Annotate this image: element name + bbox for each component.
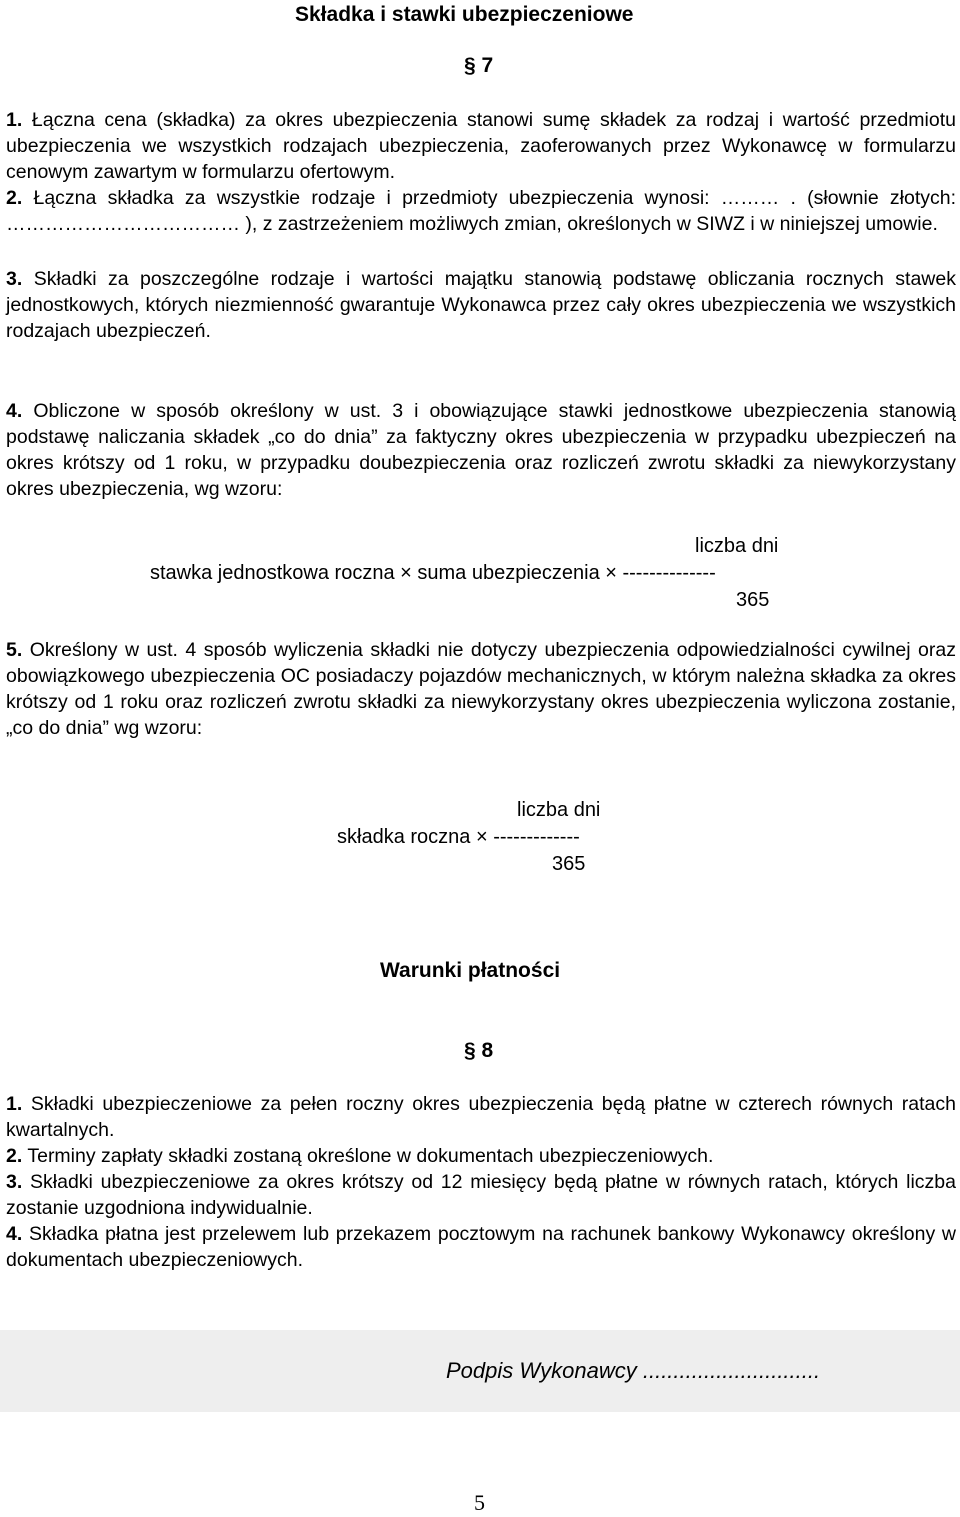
payment-paragraph-1 xyxy=(6,1091,956,1143)
paragraph-text: Składka płatna jest przelewem lub przekazem pocztowym na rachunek bankowy Wykonawcy określony w dokumentach ubezpieczeniowych. xyxy=(6,1223,956,1271)
paragraph-number: 1. xyxy=(6,109,23,131)
formula2-numerator: liczba dni xyxy=(517,799,601,821)
paragraph-text: Obliczone w sposób określony w ust. 3 i obowiązujące stawki jednostkowe ubezpieczenia stanowią podstawę naliczania składek „co do dnia” za faktyczny okres ubezpieczenia w przypadku ubezpieczeń na okres krótszy od 1 roku, w przypadku doubezpieczenia oraz rozliczeń zwrotu składki za niewykorzystany okres ubezpieczenia, wg wzoru: xyxy=(6,400,956,500)
paragraph-number: 4. xyxy=(6,1223,23,1245)
payment-paragraph-2 xyxy=(6,1143,956,1169)
paragraph-text: Składki ubezpieczeniowe za okres krótszy od 12 miesięcy będą płatne w równych ratach, których liczba zostanie uzgodniona indywidualnie. xyxy=(6,1171,956,1219)
paragraph-text: Składki za poszczególne rodzaje i wartości majątku stanowią podstawę obliczania rocznych stawek jednostkowych, których niezmienność gwarantuje Wykonawca przez cały okres ubezpieczenia we wszystkich rodzajach ubezpieczeń. xyxy=(6,268,956,342)
paragraph-3 xyxy=(6,266,956,344)
formula2-denominator: 365 xyxy=(552,853,586,875)
formula1-numerator: liczba dni xyxy=(695,535,779,557)
paragraph-text: Terminy zapłaty składki zostaną określone w dokumentach ubezpieczeniowych. xyxy=(27,1145,714,1167)
section-number-7: § 7 xyxy=(464,54,494,77)
paragraph-5 xyxy=(6,637,956,741)
paragraph-text: Łączna cena (składka) za okres ubezpieczenia stanowi sumę składek za rodzaj i wartość przedmiotu ubezpieczenia we wszystkich rodzajach ubezpieczenia, zaoferowanych przez Wykonawcę w formularzu cenowym zawartym w formularzu ofertowym. xyxy=(6,109,956,183)
signature-line: Podpis Wykonawcy ............................. xyxy=(446,1358,821,1383)
paragraph-text: Łączna składka za wszystkie rodzaje i przedmioty ubezpieczenia wynosi: ……… . (słownie złotych: ……………………………… ), z zastrzeżeniem możliwych zmian, określonych w SIWZ i w niniejszej umowie. xyxy=(6,187,956,235)
paragraph-number: 1. xyxy=(6,1093,23,1115)
page-number: 5 xyxy=(474,1490,485,1515)
paragraph-2 xyxy=(6,185,956,237)
paragraph-number: 3. xyxy=(6,268,23,290)
formula1-denominator: 365 xyxy=(736,589,770,611)
paragraph-text: Określony w ust. 4 sposób wyliczenia składki nie dotyczy ubezpieczenia odpowiedzialności cywilnej oraz obowiązkowego ubezpieczenia OC posiadaczy pojazdów mechanicznych, w którym należna składka za okres krótszy od 1 roku oraz rozliczeń zwrotu składki za niewykorzystany okres ubezpieczenia wyliczona zostanie, „co do dnia” wg wzoru: xyxy=(6,639,956,739)
payment-paragraph-4 xyxy=(6,1221,956,1273)
paragraph-number: 2. xyxy=(6,187,23,209)
paragraph-text: Składki ubezpieczeniowe za pełen roczny okres ubezpieczenia będą płatne w czterech równych ratach kwartalnych. xyxy=(6,1093,956,1141)
paragraph-number: 3. xyxy=(6,1171,23,1193)
paragraph-number: 2. xyxy=(6,1145,23,1167)
section-title-payment: Warunki płatności xyxy=(380,959,561,982)
payment-paragraph-3 xyxy=(6,1169,956,1221)
paragraph-number: 5. xyxy=(6,639,23,661)
formula2-main: składka roczna × ------------- xyxy=(337,826,580,848)
formula1-main: stawka jednostkowa roczna × suma ubezpieczenia × -------------- xyxy=(150,562,716,584)
paragraph-4 xyxy=(6,398,956,502)
paragraph-1 xyxy=(6,107,956,185)
section-number-8: § 8 xyxy=(464,1039,494,1062)
section-title-premium: Składka i stawki ubezpieczeniowe xyxy=(295,3,634,26)
paragraph-number: 4. xyxy=(6,400,23,422)
